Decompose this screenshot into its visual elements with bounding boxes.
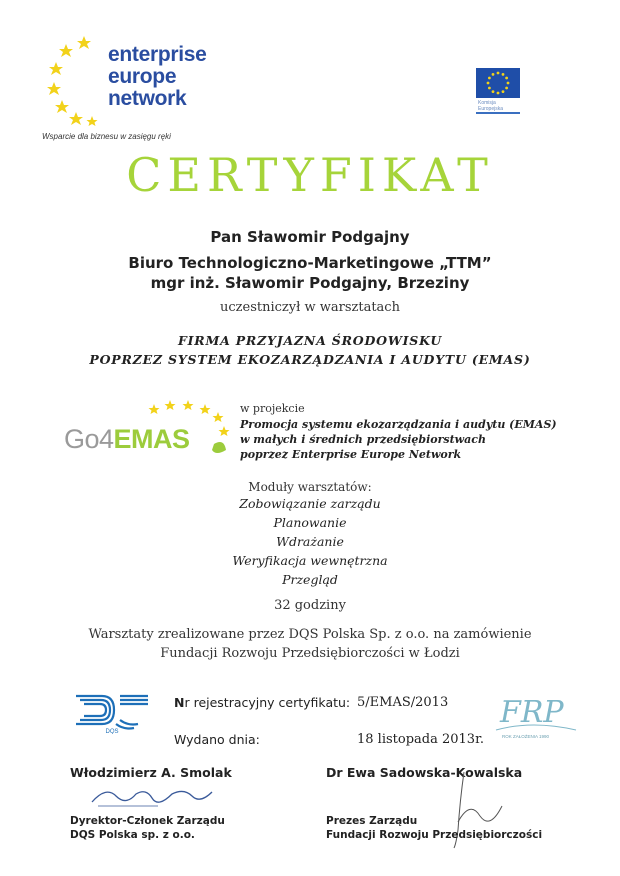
signatory-1-role-line2: DQS Polska sp. z o.o. [70,829,195,841]
participated-text: uczestniczył w warsztatach [220,300,400,315]
een-tagline: Wsparcie dla biznesu w zasięgu ręki [42,132,171,141]
frp-logo-caption: ROK ZAŁOŻENIA 1990 [502,734,550,739]
een-logo-line-2: europe [108,65,177,88]
signatory-1-role-line1: Dyrektor-Członek Zarządu [70,815,225,827]
recipient-name: Pan Sławomir Podgajny [210,228,410,246]
organizer-line1: Warsztaty zrealizowane przez DQS Polska Sp. z o.o. na zamówienie [88,627,532,642]
frp-logo [492,686,582,742]
module-item: Wdrażanie [276,534,344,549]
go4emas-logo [64,398,234,468]
organizer-line2: Fundacji Rozwoju Przedsiębiorczości w Łodzi [160,646,460,661]
signatory-1-signature-icon [88,782,218,810]
hours: 32 godziny [274,598,346,613]
workshop-title-line2: POPRZEZ SYSTEM EKOZARZĄDZANIA I AUDYTU (EMAS) [89,352,531,367]
signatory-2-role-line1: Prezes Zarządu [326,815,418,827]
project-intro: w projekcie [240,402,305,415]
module-item: Planowanie [273,515,347,530]
signatory-2-name: Dr Ewa Sadowska-Kowalska [326,765,523,780]
een-logo-line-1: enterprise [108,43,207,66]
workshop-title-line1: FIRMA PRZYJAZNA ŚRODOWISKU [177,333,443,348]
registration-label [174,695,350,710]
signatory-1-name: Włodzimierz A. Smolak [70,765,232,780]
go4emas-wordmark [64,424,190,455]
dqs-logo [72,690,152,734]
issued-value: 18 listopada 2013r. [357,732,484,747]
project-line-3: poprzez Enterprise Europe Network [240,448,462,461]
module-item: Weryfikacja wewnętrzna [232,553,388,568]
recipient-company-line2: mgr inż. Sławomir Podgajny, Brzeziny [150,274,470,292]
signatory-2-role-line2: Fundacji Rozwoju Przedsiębiorczości [326,829,543,841]
star-ring-icon [40,28,110,128]
issued-label: Wydano dnia: [174,732,260,747]
registration-label-rest: r rejestracyjny certyfikatu: [184,695,351,710]
go4-prefix: Go4 [64,424,114,454]
registration-label-initial: N [174,695,185,710]
module-item: Zobowiązanie zarządu [239,496,381,511]
project-line-1: Promocja systemu ekozarządzania i audytu (EMAS) [240,418,557,431]
registration-value: 5/EMAS/2013 [357,695,449,710]
go4-emas: EMAS [113,424,190,454]
frp-logo-letters: FRP [500,695,564,730]
modules-heading: Moduły warsztatów: [248,480,372,494]
eu-caption: Komisja Europejska [478,100,504,112]
dqs-logo-letters: DQS [105,729,119,734]
leaf-icon [212,442,226,453]
module-item: Przegląd [282,572,338,587]
project-line-2: w małych i średnich przedsiębiorstwach [240,433,486,446]
certificate-title: CERTYFIKAT [126,148,494,202]
enterprise-europe-network-logo [40,28,207,138]
recipient-company: Biuro Technologiczno-Marketingowe „TTM” [128,254,492,272]
een-logo-line-3: network [108,87,187,110]
